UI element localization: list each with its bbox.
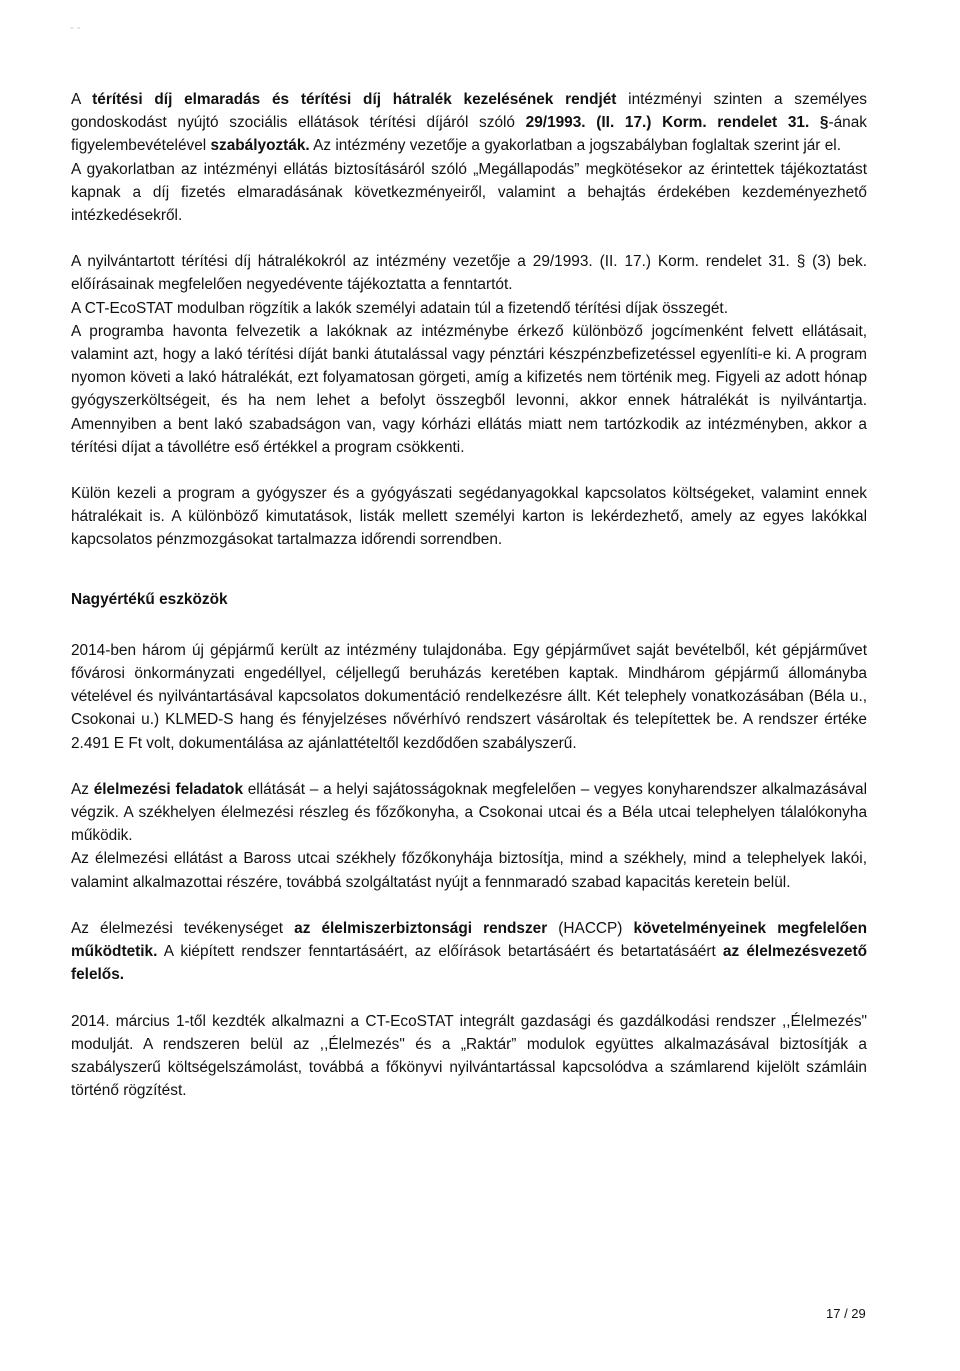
text-run: Az élelmezési ellátást a Baross utcai székhely főzőkonyhája biztosítja, mind a székhely, mind a telephelyek lakói, valamint alkalmazottai részére, továbbá szolgáltatást nyújt a fennmaradó szabad kapacitás keretein belül.	[71, 850, 867, 891]
bold-text-run: követelményeinek megfelelően működtetik.	[71, 919, 867, 961]
text-run: intézményi szinten a személyes gondoskodást nyújtó szociális ellátások térítési díjáról szóló	[71, 91, 867, 132]
text-run: Az élelmezési tevékenységet	[71, 919, 295, 937]
section-heading-assets: Nagyértékű eszközök	[71, 590, 228, 608]
text-run: A gyakorlatban az intézményi ellátás biztosításáról szóló „Megállapodás” megkötésekor az érintettek tájékoztatást kapnak a díj fizetés elmaradásának következményeiről, valamint a behajtás érdekében kezdeményezhető intézkedésekről.	[71, 160, 867, 225]
bold-text-run: térítési díj elmaradás és térítési díj hátralék kezelésének rendjét	[92, 91, 617, 108]
page-number: 17 / 29	[826, 1306, 866, 1321]
text-run: -ának figyelembevételével	[71, 114, 867, 155]
document-body	[71, 88, 867, 1102]
paragraph-ctecostat-module	[71, 297, 867, 320]
text-run: (HACCP)	[547, 919, 634, 937]
text-run: A CT-EcoSTAT modulban rögzítik a lakók személyi adatain túl a fizetendő térítési díjak összegét.	[71, 299, 728, 317]
bold-text-run: szabályozták.	[210, 137, 310, 155]
bold-text-run: az élelmezésvezető felelős.	[71, 943, 867, 984]
scan-mark: - -	[70, 22, 81, 34]
text-run: ellátását – a helyi sajátosságoknak megfelelően – vegyes konyharendszer alkalmazásával végzik. A székhelyen élelmezési részleg és főzőkonyha, a Csokonai utcai és a Béla utcai telephelyen tálalókonyha működik.	[71, 780, 867, 845]
paragraph-arrears-reporting	[71, 250, 867, 296]
text-run: Az intézmény vezetője a gyakorlatban a jogszabályban foglaltak szerint jár el.	[309, 137, 841, 155]
text-run: A	[71, 91, 93, 108]
paragraph-catering-tasks	[71, 778, 867, 848]
text-run: Külön kezeli a program a gyógyszer és a gyógyászati segédanyagokkal kapcsolatos költségeket, valamint ennek hátralékait is. A különböző kimutatások, listák mellett személyi karton is lekérdezhető, amely az egyes lakókkal kapcsolatos pénzmozgásokat tartalmazza időrendi sorrendben.	[71, 485, 867, 549]
paragraph-agreement-info	[71, 158, 867, 228]
bold-text-run: az élelmiszerbiztonsági rendszer	[294, 919, 548, 937]
paragraph-fee-arrears	[71, 88, 867, 158]
text-run: A nyilvántartott térítési díj hátralékokról az intézmény vezetője a 29/1993. (II. 17.) Korm. rendelet 31. § (3) bek. előírásainak megfelelően negyedévente tájékoztatta a fenntartót.	[71, 253, 867, 294]
paragraph-vehicles	[71, 639, 867, 755]
bold-text-run: 29/1993. (II. 17.) Korm. rendelet 31. §	[525, 114, 829, 132]
paragraph-haccp	[71, 917, 867, 987]
text-run: A kiépített rendszer fenntartásáért, az előírások betartásáért és betartatásáért	[157, 943, 723, 961]
text-run: Az	[71, 780, 94, 798]
text-run: 2014. március 1-től kezdték alkalmazni a CT-EcoSTAT integrált gazdasági és gazdálkodási rendszer ,,Élelmezés" modulját. A rendszeren belül az ,,Élelmezés" és a „Raktár” modulok együttes alkalmazásával biztosítják a szabályszerű költségelszámolást, továbbá a főkönyvi nyilvántartással kapcsolódva a számlarend kijelölt számláin történő rögzítést.	[71, 1012, 867, 1100]
text-run: A programba havonta felvezetik a lakóknak az intézménybe érkező különböző jogcímenként felvett ellátásait, valamint azt, hogy a lakó térítési díját banki átutalással vagy pénztári készpénzbefizetéssel egyenlíti-e ki. A program nyomon követi a lakó hátralékát, ezt folyamatosan görgeti, amíg a kifizetés nem történik meg. Figyeli az adott hónap gyógyszerköltségeit, és ha nem lehet a befolyt összegből levonni, akkor ennek hátralékát is nyilvántartja. Amennyiben a bent lakó szabadságon van, vagy kórházi ellátás miatt nem tartózkodik az intézményben, akkor a térítési díjat a távollétre eső értékkel a program csökkenti.	[71, 322, 867, 456]
paragraph-catering-module	[71, 1010, 867, 1103]
paragraph-program-tracking	[71, 320, 867, 459]
text-run: 2014-ben három új gépjármű került az intézmény tulajdonába. Egy gépjárművet saját bevételből, két gépjárművet fővárosi önkormányzati engedéllyel, céljellegű beruházás keretében kaptak. Mindhárom gépjármű állományba vételével és nyilvántartásával kapcsolatos dokumentáció rendelkezésre állt. Két telephely vonatkozásában (Béla u., Csokonai u.) KLMED-S hang és fényjelzéses nővérhívó rendszert vásároltak és telepítettek be. A rendszer értéke 2.491 E Ft volt, dokumentálása az ajánlattételtől kezdődően szabályszerű.	[71, 641, 867, 752]
paragraph-catering-provision	[71, 847, 867, 893]
paragraph-medication-costs	[71, 482, 867, 552]
bold-text-run: élelmezési feladatok	[93, 780, 244, 798]
